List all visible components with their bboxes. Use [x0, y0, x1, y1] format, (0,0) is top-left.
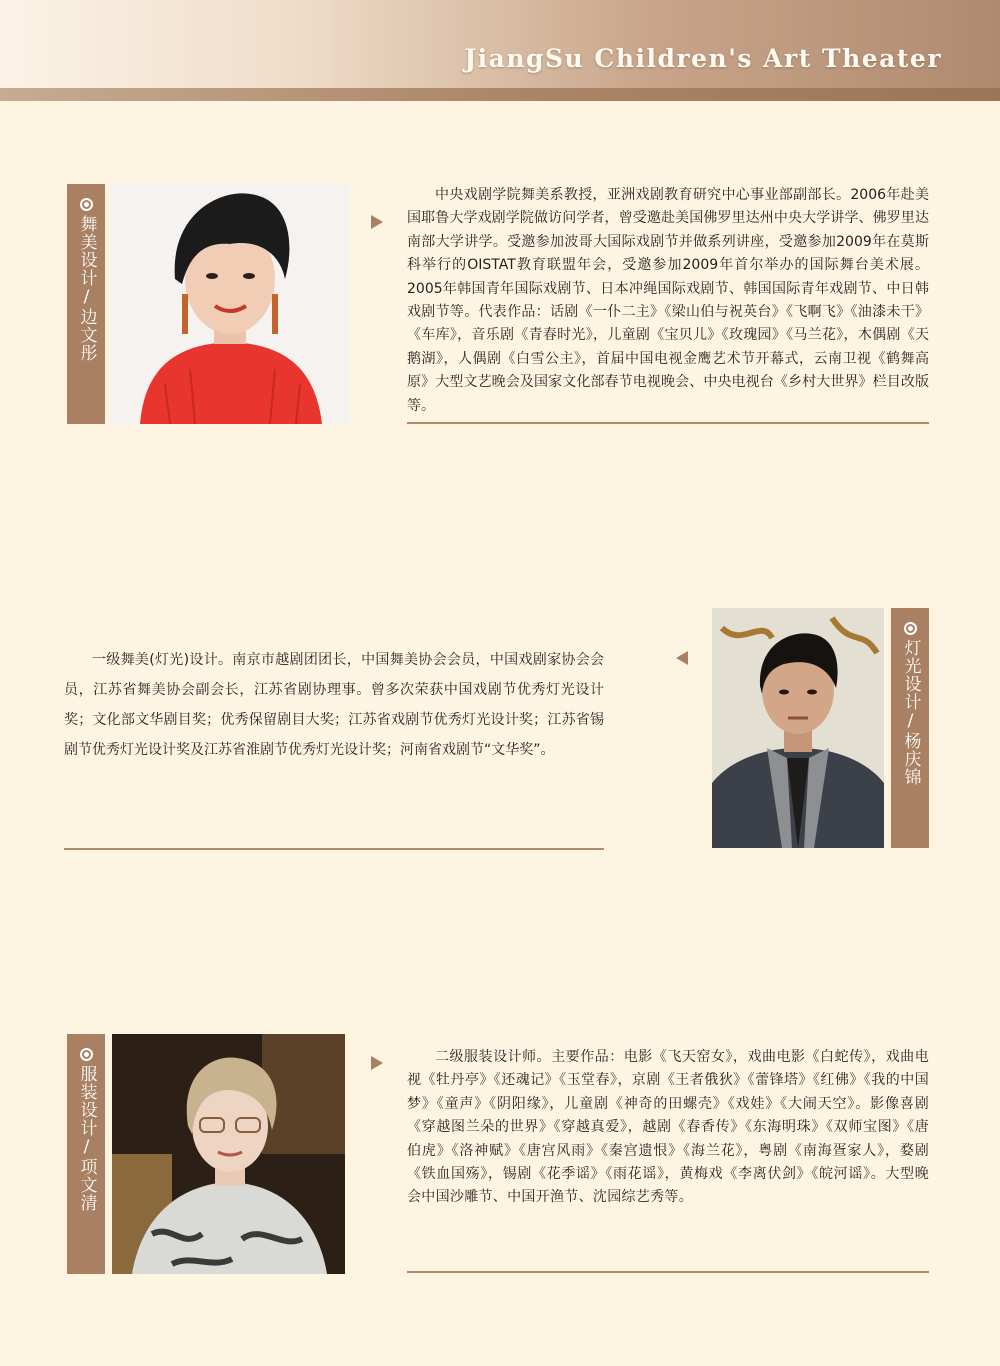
header-title: JiangSu Children's Art Theater	[464, 44, 942, 73]
circle-mark-icon	[904, 622, 917, 635]
portrait-illustration	[112, 1034, 345, 1274]
bio-text-bian-wentong: 中央戏剧学院舞美系教授，亚洲戏剧教育研究中心事业部副部长。2006年赴美国耶鲁大学戏剧学院做访问学者，曾受邀赴美国佛罗里达州中央大学讲学、佛罗里达南部大学讲学。受邀参加波哥大国际戏剧节并做系列讲座，受邀参加2009年在莫斯科举行的OISTAT教育联盟年会，受邀参加2009年首尔举办的国际舞台美术展。2005年韩国青年国际戏剧节、日本冲绳国际戏剧节、韩国国际青年戏剧节、中日韩戏剧节等。代表作品：话剧《一仆二主》《梁山伯与祝英台》《飞啊飞》《油漆未干》《车库》，音乐剧《青春时光》，儿童剧《宝贝儿》《玫瑰园》《马兰花》，木偶剧《天鹅湖》，人偶剧《白雪公主》，首届中国电视金鹰艺术节开幕式，云南卫视《鹤舞高原》大型文艺晚会及国家文化部春节电视晚会、中央电视台《乡村大世界》栏目改版等。	[407, 187, 929, 414]
header-stripe	[0, 88, 1000, 101]
portrait-illustration	[110, 184, 350, 424]
divider-rule	[64, 848, 604, 850]
role-tag-label: 服装设计/项文清	[76, 1065, 97, 1212]
role-tag-costume-design	[67, 1034, 105, 1274]
arrow-right-icon	[371, 215, 383, 229]
circle-mark-icon	[80, 1048, 93, 1061]
bio-text-xiang-wenqing: 二级服装设计师。主要作品：电影《飞天窑女》，戏曲电影《白蛇传》，戏曲电视《牡丹亭》《还魂记》《玉堂春》，京剧《王者俄狄》《蕾锋塔》《红佛》《我的中国梦》《童声》《阴阳缘》，儿童剧《神奇的田螺壳》《戏娃》《大闹天空》。影像喜剧《穿越图兰朵的世界》《穿越真爱》，越剧《春香传》《东海明珠》《双师宝图》《唐伯虎》《洛神赋》《唐宫风雨》《秦宫遗恨》《海兰花》，粤剧《南海疍家人》，婺剧《铁血国殇》，锡剧《花季谣》《雨花谣》，黄梅戏《李离伏剑》《皖河谣》。大型晚会中国沙雕节、中国开渔节、沈园综艺秀等。	[407, 1049, 929, 1206]
portrait-photo-xiang-wenqing	[112, 1034, 345, 1274]
portrait-photo-yang-qingjin	[712, 608, 884, 848]
portrait-illustration	[712, 608, 884, 848]
portrait-photo-bian-wentong	[110, 184, 350, 424]
divider-rule	[407, 422, 929, 424]
role-tag-stage-design	[67, 184, 105, 424]
role-tag-label: 灯光设计/杨庆锦	[900, 639, 921, 786]
role-tag-lighting-design	[891, 608, 929, 848]
page-header	[0, 0, 1000, 101]
arrow-left-icon	[676, 651, 688, 665]
role-tag-label: 舞美设计/边文彤	[76, 215, 97, 362]
arrow-right-icon	[371, 1056, 383, 1070]
divider-rule	[407, 1271, 929, 1273]
bio-text-yang-qingjin: 一级舞美(灯光)设计。南京市越剧团团长，中国舞美协会会员，中国戏剧家协会会员，江苏省舞美协会副会长，江苏省剧协理事。曾多次荣获中国戏剧节优秀灯光设计奖；文化部文华剧目奖；优秀保留剧目大奖；江苏省戏剧节优秀灯光设计奖；江苏省锡剧节优秀灯光设计奖及江苏省淮剧节优秀灯光设计奖；河南省戏剧节“文华奖”。	[64, 652, 604, 758]
circle-mark-icon	[80, 198, 93, 211]
